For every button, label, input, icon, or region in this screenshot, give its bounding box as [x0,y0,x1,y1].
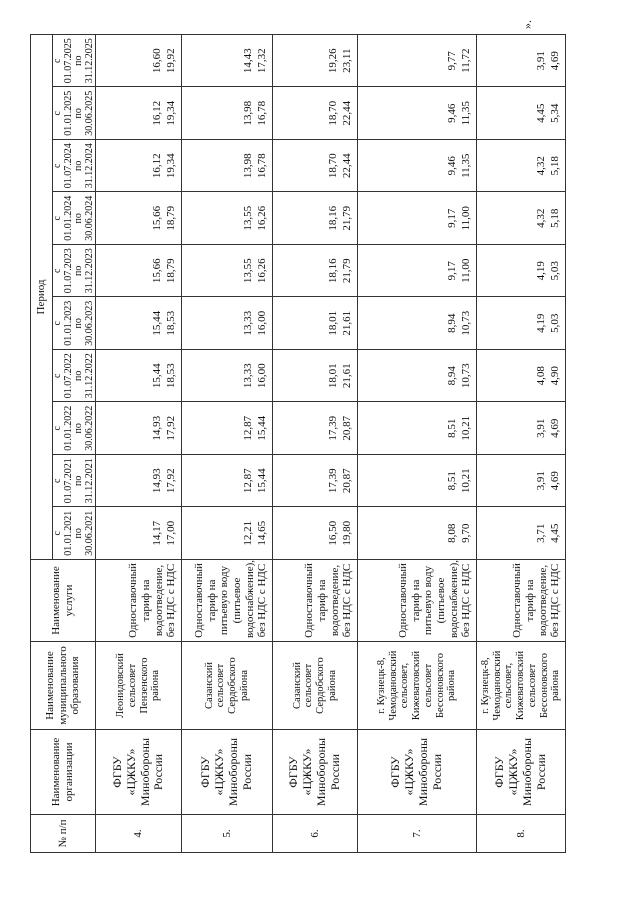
tariff-without-vat: 15,66 [151,258,163,284]
tariff-without-vat: 12,21 [242,520,254,546]
tariff-cell [273,350,358,403]
tariff-cell [96,350,182,403]
tariff-without-vat: 13,98 [242,153,254,179]
tariff-cell [477,402,566,455]
tariff-with-vat: 5,18 [549,156,561,176]
tariff-without-vat: 15,44 [151,363,163,389]
tariff-without-vat: 15,44 [151,310,163,336]
tariff-with-vat: 15,44 [256,415,268,441]
service-name: Одноставочный тариф на питьевую воду (питьевое водоснабжение), без НДС с НДС [358,560,477,642]
tariff-without-vat: 18,70 [327,153,339,179]
tariff-cell [273,245,358,298]
tariff-without-vat: 4,19 [535,313,547,333]
tariff-without-vat: 9,17 [446,208,458,228]
tariff-cell [358,507,477,560]
tariff-without-vat: 13,33 [242,310,254,336]
organization-name: ФГБУ «ЦЖКУ» Минобороны России [96,730,182,815]
tariff-with-vat: 9,70 [460,523,472,543]
tariff-with-vat: 11,72 [460,48,472,73]
tariff-cell [182,87,273,140]
organization-name: ФГБУ «ЦЖКУ» Минобороны России [358,730,477,815]
tariff-cell [477,87,566,140]
tariff-without-vat: 18,01 [327,363,339,389]
tariff-with-vat: 16,00 [256,363,268,389]
tariff-cell [477,34,566,87]
period-header: с 01.07.2024 по 31.12.2024 [53,140,96,193]
tariff-with-vat: 18,53 [165,310,177,336]
tariff-without-vat: 16,12 [151,100,163,126]
tariff-without-vat: 4,08 [535,366,547,386]
period-header: с 01.01.2024 по 30.06.2024 [53,192,96,245]
period-header: с 01.07.2025 по 31.12.2025 [53,34,96,87]
row-number: 5. [182,815,273,853]
tariff-without-vat: 3,91 [535,471,547,491]
period-header: с 01.07.2023 по 31.12.2023 [53,245,96,298]
tariff-without-vat: 14,93 [151,468,163,494]
tariff-cell [96,297,182,350]
row-number: 4. [96,815,182,853]
tariff-with-vat: 5,03 [549,313,561,333]
tariff-cell [273,140,358,193]
tariff-without-vat: 19,26 [327,48,339,74]
tariff-with-vat: 23,11 [341,48,353,73]
tariff-without-vat: 8,94 [446,313,458,333]
tariff-without-vat: 9,77 [446,51,458,71]
tariff-with-vat: 10,21 [460,468,472,494]
tariff-cell [477,245,566,298]
tariff-with-vat: 21,61 [341,363,353,389]
tariff-cell [273,34,358,87]
tariff-with-vat: 18,79 [165,205,177,231]
row-number: 6. [273,815,358,853]
tariff-cell [182,140,273,193]
tariff-without-vat: 18,01 [327,310,339,336]
tariff-without-vat: 9,17 [446,261,458,281]
tariff-without-vat: 8,51 [446,418,458,438]
tariff-cell [358,455,477,508]
municipality-name: г. Кузнецк-8, Чемодановский сельсовет, Кижеватовский сельсовет Бессоновского района [358,642,477,730]
tariff-cell [358,192,477,245]
organization-name: ФГБУ «ЦЖКУ» Минобороны России [477,730,566,815]
tariff-with-vat: 19,34 [165,100,177,126]
tariff-cell [273,455,358,508]
tariff-without-vat: 18,70 [327,100,339,126]
tariff-with-vat: 22,44 [341,100,353,126]
period-header: с 01.01.2022 по 30.06.2022 [53,402,96,455]
tariff-table [30,34,566,853]
tariff-without-vat: 3,91 [535,51,547,71]
tariff-without-vat: 12,87 [242,468,254,494]
tariff-with-vat: 10,73 [460,363,472,389]
tariff-cell [182,402,273,455]
tariff-with-vat: 4,69 [549,471,561,491]
period-header: с 01.01.2021 по 30.06.2021 [53,507,96,560]
header-org: Наименование организации [31,730,96,815]
tariff-cell [477,350,566,403]
tariff-without-vat: 18,16 [327,205,339,231]
tariff-cell [96,402,182,455]
header-mun: Наименование муниципального образования [31,642,96,730]
tariff-cell [477,455,566,508]
table-row [96,34,182,852]
tariff-without-vat: 3,91 [535,418,547,438]
tariff-cell [477,192,566,245]
service-name: Одноставочный тариф на питьевую воду (питьевое водоснабжение), без НДС с НДС [182,560,273,642]
tariff-with-vat: 5,03 [549,261,561,281]
tariff-with-vat: 16,26 [256,258,268,284]
tariff-with-vat: 16,00 [256,310,268,336]
tariff-without-vat: 18,16 [327,258,339,284]
tariff-without-vat: 13,55 [242,205,254,231]
tariff-with-vat: 4,69 [549,51,561,71]
tariff-without-vat: 14,17 [151,520,163,546]
tariff-with-vat: 19,80 [341,520,353,546]
service-name: Одноставочный тариф на водоотведение, без НДС с НДС [273,560,358,642]
header-period: Период [31,34,53,559]
tariff-without-vat: 8,94 [446,366,458,386]
tariff-cell [182,192,273,245]
tariff-without-vat: 14,93 [151,415,163,441]
tariff-with-vat: 21,79 [341,205,353,231]
table-row [358,34,477,852]
tariff-with-vat: 11,35 [460,153,472,178]
tariff-with-vat: 18,53 [165,363,177,389]
tariff-with-vat: 15,44 [256,468,268,494]
table-row [273,34,358,852]
tariff-without-vat: 4,32 [535,208,547,228]
tariff-without-vat: 16,12 [151,153,163,179]
tariff-with-vat: 17,32 [256,48,268,74]
tariff-without-vat: 17,39 [327,415,339,441]
tariff-cell [358,87,477,140]
tariff-with-vat: 21,61 [341,310,353,336]
tariff-without-vat: 3,71 [535,523,547,543]
period-header: с 01.01.2023 по 30.06.2023 [53,297,96,350]
tariff-cell [182,245,273,298]
tariff-cell [273,507,358,560]
tariff-cell [96,192,182,245]
tariff-without-vat: 13,98 [242,100,254,126]
table-row [182,34,273,852]
tariff-without-vat: 4,32 [535,156,547,176]
tariff-with-vat: 16,26 [256,205,268,231]
tariff-cell [96,245,182,298]
row-number: 7. [358,815,477,853]
tariff-with-vat: 5,34 [549,103,561,123]
tariff-with-vat: 19,92 [165,48,177,74]
tariff-with-vat: 11,00 [460,258,472,283]
tariff-with-vat: 17,92 [165,468,177,494]
tariff-without-vat: 8,51 [446,471,458,491]
tariff-without-vat: 16,50 [327,520,339,546]
tariff-cell [477,297,566,350]
tariff-with-vat: 17,00 [165,520,177,546]
tariff-without-vat: 13,55 [242,258,254,284]
tariff-with-vat: 10,21 [460,415,472,441]
tariff-with-vat: 18,79 [165,258,177,284]
municipality-name: Сазанский сельсовет Сердобского района [273,642,358,730]
tariff-without-vat: 14,43 [242,48,254,74]
tariff-with-vat: 14,65 [256,520,268,546]
tariff-without-vat: 13,33 [242,363,254,389]
tariff-cell [358,245,477,298]
tariff-cell [96,140,182,193]
tariff-with-vat: 5,18 [549,208,561,228]
tariff-without-vat: 15,66 [151,205,163,231]
tariff-without-vat: 4,19 [535,261,547,281]
tariff-with-vat: 19,34 [165,153,177,179]
tariff-cell [96,455,182,508]
municipality-name: Леонидовский сельсовет Пензенского района [96,642,182,730]
municipality-name: Сазанский сельсовет Сердобского района [182,642,273,730]
service-name: Одноставочный тариф на водоотведение, без НДС с НДС [477,560,566,642]
tariff-cell [96,34,182,87]
tariff-cell [358,140,477,193]
header-svc: Наименование услуги [31,560,96,642]
tariff-cell [273,402,358,455]
tariff-cell [273,192,358,245]
closing-mark: ». [520,20,534,29]
tariff-cell [477,507,566,560]
tariff-without-vat: 9,46 [446,103,458,123]
tariff-cell [182,507,273,560]
tariff-without-vat: 9,46 [446,156,458,176]
tariff-cell [358,34,477,87]
table-row [477,34,566,852]
tariff-cell [182,455,273,508]
organization-name: ФГБУ «ЦЖКУ» Минобороны России [182,730,273,815]
row-number: 8. [477,815,566,853]
service-name: Одноставочный тариф на водоотведение, без НДС с НДС [96,560,182,642]
tariff-with-vat: 22,44 [341,153,353,179]
tariff-cell [96,507,182,560]
tariff-cell [273,297,358,350]
tariff-with-vat: 4,69 [549,418,561,438]
tariff-without-vat: 12,87 [242,415,254,441]
tariff-cell [182,297,273,350]
tariff-with-vat: 16,78 [256,153,268,179]
tariff-without-vat: 4,45 [535,103,547,123]
tariff-cell [273,87,358,140]
tariff-cell [358,350,477,403]
tariff-with-vat: 4,45 [549,523,561,543]
tariff-cell [96,87,182,140]
tariff-cell [358,402,477,455]
tariff-with-vat: 10,73 [460,310,472,336]
tariff-without-vat: 17,39 [327,468,339,494]
tariff-cell [182,350,273,403]
tariff-cell [477,140,566,193]
tariff-without-vat: 16,60 [151,48,163,74]
tariff-with-vat: 4,90 [549,366,561,386]
tariff-cell [358,297,477,350]
header-num: № п/п [31,815,96,853]
tariff-with-vat: 20,87 [341,468,353,494]
period-header: с 01.01.2025 по 30.06.2025 [53,87,96,140]
period-header: с 01.07.2021 по 31.12.2021 [53,455,96,508]
tariff-without-vat: 8,08 [446,523,458,543]
tariff-with-vat: 11,35 [460,101,472,126]
tariff-with-vat: 21,79 [341,258,353,284]
tariff-cell [182,34,273,87]
organization-name: ФГБУ «ЦЖКУ» Минобороны России [273,730,358,815]
tariff-with-vat: 11,00 [460,206,472,231]
tariff-with-vat: 20,87 [341,415,353,441]
tariff-with-vat: 17,92 [165,415,177,441]
period-header: с 01.07.2022 по 31.12.2022 [53,350,96,403]
municipality-name: г. Кузнецк-8, Чемодановский сельсовет, Кижеватовский сельсовет Бессоновского района [477,642,566,730]
tariff-with-vat: 16,78 [256,100,268,126]
